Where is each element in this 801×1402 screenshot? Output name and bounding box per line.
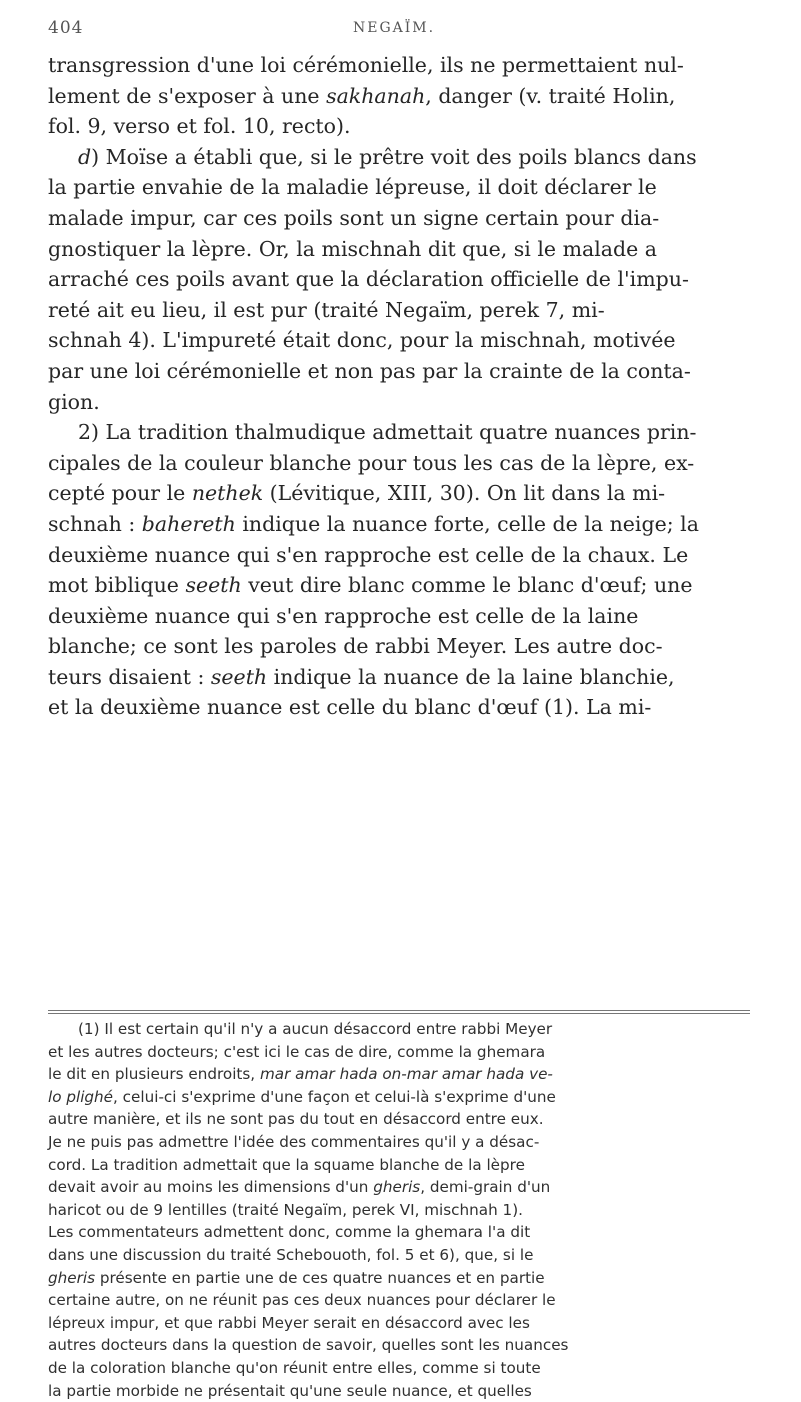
text-line: malade impur, car ces poils sont un signe certain pour dia- <box>48 203 750 234</box>
italic-term: seeth <box>211 665 267 689</box>
text-line: cepté pour le nethek (Lévitique, XIII, 30). On lit dans la mi- <box>48 478 750 509</box>
footnote-line: de la coloration blanche qu'on réunit entre elles, comme si toute <box>48 1357 754 1380</box>
text-line: fol. 9, verso et fol. 10, recto). <box>48 111 750 142</box>
text-line: gnostiquer la lèpre. Or, la mischnah dit que, si le malade a <box>48 234 750 265</box>
footnote-line: gheris présente en partie une de ces quatre nuances et en partie <box>48 1267 754 1290</box>
footnote-line: lo plighé, celui-ci s'exprime d'une façon et celui-là s'exprime d'une <box>48 1086 754 1109</box>
footnote-line: lépreux impur, et que rabbi Meyer serait en désaccord avec les <box>48 1312 754 1335</box>
footnote-line: dans une discussion du traité Schebouoth, fol. 5 et 6), que, si le <box>48 1244 754 1267</box>
footnote-line: (1) Il est certain qu'il n'y a aucun désaccord entre rabbi Meyer <box>48 1018 754 1041</box>
footnote-line: certaine autre, on ne réunit pas ces deux nuances pour déclarer le <box>48 1289 754 1312</box>
italic-term: lo plighé <box>48 1088 113 1106</box>
text-line: et la deuxième nuance est celle du blanc d'œuf (1). La mi- <box>48 692 750 723</box>
text-line: gion. <box>48 387 750 418</box>
text-line: reté ait eu lieu, il est pur (traité Negaïm, perek 7, mi- <box>48 295 750 326</box>
italic-term: bahereth <box>142 512 236 536</box>
text-line: schnah 4). L'impureté était donc, pour la mischnah, motivée <box>48 325 750 356</box>
italic-term: gheris <box>48 1269 95 1287</box>
italic-term: seeth <box>185 573 241 597</box>
text-line: d) Moïse a établi que, si le prêtre voit des poils blancs dans <box>48 142 750 173</box>
text-line: la partie envahie de la maladie lépreuse, il doit déclarer le <box>48 172 750 203</box>
footnote-line: devait avoir au moins les dimensions d'un gheris, demi-grain d'un <box>48 1176 754 1199</box>
footnote-line: la partie morbide ne présentait qu'une seule nuance, et quelles <box>48 1380 754 1402</box>
text-line: 2) La tradition thalmudique admettait quatre nuances prin- <box>48 417 750 448</box>
running-head: NEGAÏM. <box>353 20 435 36</box>
text-line: teurs disaient : seeth indique la nuance de la laine blanchie, <box>48 662 750 693</box>
italic-term: mar amar hada on-mar amar hada ve- <box>260 1065 553 1083</box>
italic-term: nethek <box>192 481 263 505</box>
footnote-line: autre manière, et ils ne sont pas du tout en désaccord entre eux. <box>48 1108 754 1131</box>
footnote <box>48 1018 754 1402</box>
text-line: lement de s'exposer à une sakhanah, danger (v. traité Holin, <box>48 81 750 112</box>
text-line: deuxième nuance qui s'en rapproche est celle de la laine <box>48 601 750 632</box>
italic-term: gheris <box>373 1178 420 1196</box>
text-line: par une loi cérémonielle et non pas par la crainte de la conta- <box>48 356 750 387</box>
text-line: blanche; ce sont les paroles de rabbi Meyer. Les autre doc- <box>48 631 750 662</box>
italic-term: d <box>78 145 91 169</box>
footnote-line: cord. La tradition admettait que la squame blanche de la lèpre <box>48 1154 754 1177</box>
footnote-line: le dit en plusieurs endroits, mar amar hada on-mar amar hada ve- <box>48 1063 754 1086</box>
page-header <box>48 18 748 48</box>
text-line: schnah : bahereth indique la nuance forte, celle de la neige; la <box>48 509 750 540</box>
footnote-line: haricot ou de 9 lentilles (traité Negaïm, perek VI, mischnah 1). <box>48 1199 754 1222</box>
italic-term: sakhanah <box>326 84 425 108</box>
footnote-line: autres docteurs dans la question de savoir, quelles sont les nuances <box>48 1334 754 1357</box>
text-line: mot biblique seeth veut dire blanc comme le blanc d'œuf; une <box>48 570 750 601</box>
text-line: cipales de la couleur blanche pour tous les cas de la lèpre, ex- <box>48 448 750 479</box>
text-line: arraché ces poils avant que la déclaration officielle de l'impu- <box>48 264 750 295</box>
footnote-line: et les autres docteurs; c'est ici le cas de dire, comme la ghemara <box>48 1041 754 1064</box>
main-text <box>48 50 750 723</box>
footnote-line: Je ne puis pas admettre l'idée des commentaires qu'il y a désac- <box>48 1131 754 1154</box>
footnote-divider <box>48 1010 750 1014</box>
text-line: transgression d'une loi cérémonielle, ils ne permettaient nul- <box>48 50 750 81</box>
footnote-line: Les commentateurs admettent donc, comme la ghemara l'a dit <box>48 1221 754 1244</box>
text-line: deuxième nuance qui s'en rapproche est celle de la chaux. Le <box>48 540 750 571</box>
page-number: 404 <box>48 18 83 38</box>
